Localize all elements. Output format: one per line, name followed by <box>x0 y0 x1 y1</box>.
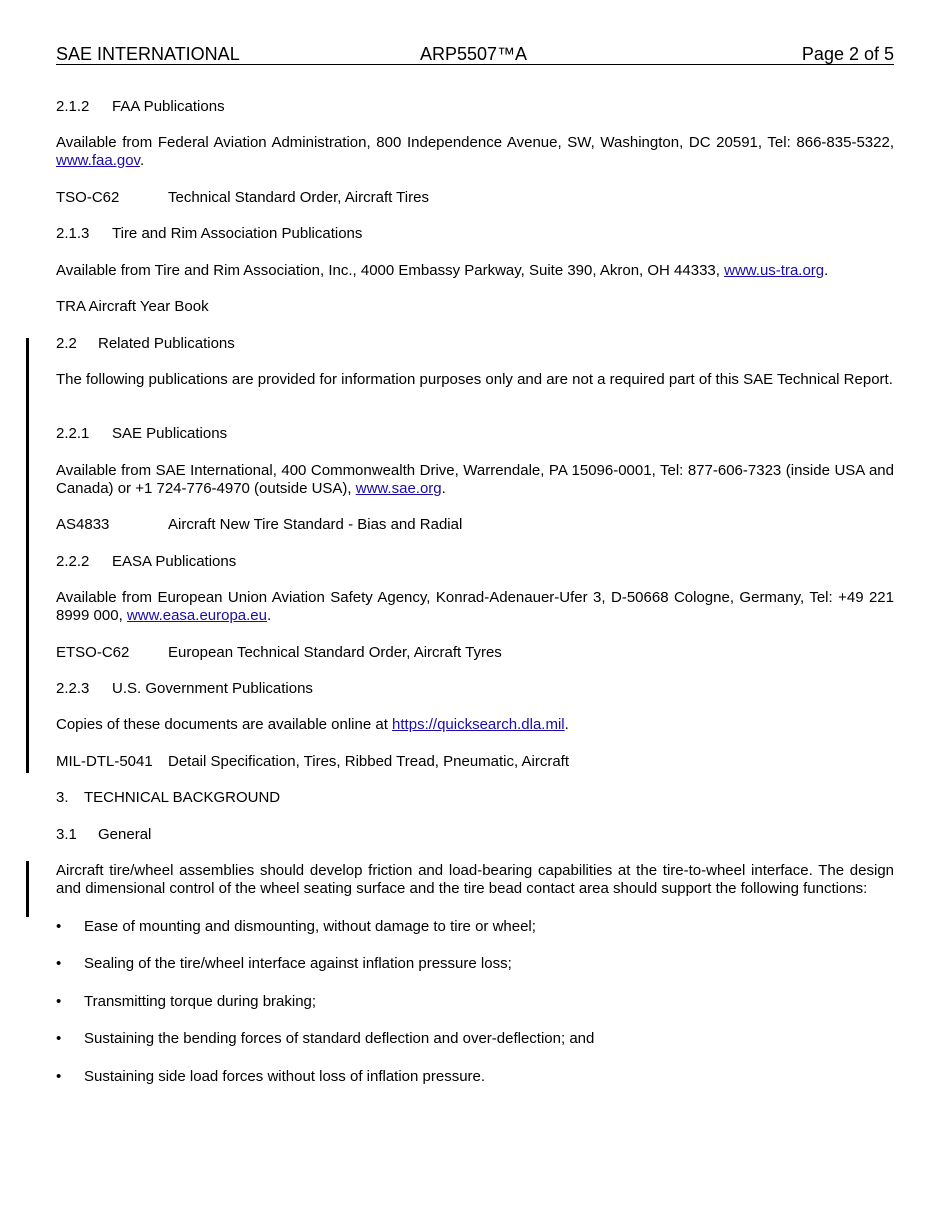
reference-id: ETSO-C62 <box>56 644 130 661</box>
paragraph-text: Available from Tire and Rim Association, Inc., 4000 Embassy Parkway, Suite 390, Akron, OH 44333, <box>56 262 725 279</box>
section-number: 2.2 <box>56 335 77 352</box>
list-item-text: Sustaining the bending forces of standard deflection and over-deflection; and <box>84 1030 595 1047</box>
section-heading <box>56 425 894 443</box>
bullet-marker: • <box>56 1068 62 1085</box>
paragraph <box>56 862 894 898</box>
faa-link[interactable]: www.faa.gov <box>56 152 140 169</box>
section-title: EASA Publications <box>112 553 237 570</box>
bullet-marker: • <box>56 955 62 972</box>
revision-change-bar <box>26 861 29 917</box>
section-number: 3. <box>56 789 69 806</box>
sae-link[interactable]: www.sae.org <box>355 480 442 497</box>
reference-title: Detail Specification, Tires, Ribbed Tread, Pneumatic, Aircraft <box>168 753 570 770</box>
paragraph: Copies of these documents are available online at https://quicksearch.dla.mil. <box>56 716 569 733</box>
section-title: SAE Publications <box>112 425 228 442</box>
header-organization: SAE INTERNATIONAL <box>56 44 240 64</box>
easa-link[interactable]: www.easa.europa.eu <box>126 607 267 624</box>
header-document-number: ARP5507™A <box>420 44 528 64</box>
paragraph: Available from Tire and Rim Association, Inc., 4000 Embassy Parkway, Suite 390, Akron, OH 44333, www.us-tra.org. <box>56 262 829 279</box>
section-number: 2.1.3 <box>56 225 90 242</box>
bullet-marker: • <box>56 993 62 1010</box>
paragraph-text: Copies of these documents are available online at <box>56 716 393 733</box>
bullet-marker: • <box>56 918 62 935</box>
section-heading <box>56 98 894 116</box>
section-heading <box>56 335 894 353</box>
section-title: FAA Publications <box>112 98 225 115</box>
reference-title: Aircraft New Tire Standard - Bias and Radial <box>168 516 463 533</box>
reference-entry <box>56 298 894 316</box>
list-item <box>56 993 894 1011</box>
list-item-text: Sustaining side load forces without loss of inflation pressure. <box>84 1068 486 1085</box>
reference-id: MIL-DTL-5041 <box>56 753 153 770</box>
paragraph-text: The following publications are provided for information purposes only and are not a required part of this SAE Technical Report. <box>56 371 893 388</box>
paragraph <box>56 371 894 389</box>
dla-quicksearch-link[interactable]: https://quicksearch.dla.mil <box>392 716 565 733</box>
revision-change-bar <box>26 338 29 773</box>
reference-entry <box>56 516 894 534</box>
section-title: Related Publications <box>98 335 235 352</box>
tra-link[interactable]: www.us-tra.org <box>724 262 825 279</box>
paragraph: Available from SAE International, 400 Commonwealth Drive, Warrendale, PA 15096-0001, Tel: 877-606-7323 (inside USA and Canada) or +1 724-776-4970 (outside USA), www.sae.org. <box>56 462 894 497</box>
section-number: 2.2.1 <box>56 425 90 442</box>
list-item-text: Ease of mounting and dismounting, without damage to tire or wheel; <box>84 918 536 935</box>
list-item <box>56 955 894 973</box>
section-heading <box>56 789 894 807</box>
section-title: General <box>98 826 152 843</box>
reference-entry <box>56 753 894 771</box>
header-page-number: Page 2 of 5 <box>801 44 894 64</box>
section-title: Tire and Rim Association Publications <box>112 225 363 242</box>
list-item <box>56 918 894 936</box>
page-header <box>56 44 894 65</box>
section-heading <box>56 225 894 243</box>
section-heading <box>56 680 894 698</box>
reference-entry <box>56 644 894 662</box>
reference-id: AS4833 <box>56 516 110 533</box>
paragraph-text: Available from SAE International, 400 Commonwealth Drive, Warrendale, PA 15096-0001, Tel: 877-606-7323 (inside USA and Canada) or +1 724-776-4970 (outside USA), <box>56 462 894 497</box>
list-item-text: Sealing of the tire/wheel interface against inflation pressure loss; <box>84 955 512 972</box>
paragraph-text: Available from Federal Aviation Administration, 800 Independence Avenue, SW, Washington, DC 20591, Tel: 866-835-5322, <box>56 134 894 151</box>
section-heading <box>56 553 894 571</box>
section-title: U.S. Government Publications <box>112 680 313 697</box>
reference-title: European Technical Standard Order, Aircraft Tyres <box>168 644 502 661</box>
section-title: TECHNICAL BACKGROUND <box>84 789 281 806</box>
section-heading <box>56 826 894 844</box>
section-number: 2.2.2 <box>56 553 90 570</box>
paragraph-text: Available from European Union Aviation Safety Agency, Konrad-Adenauer-Ufer 3, D-50668 Cologne, Germany, Tel: +49 221 8999 000, <box>56 589 894 624</box>
reference-title: Technical Standard Order, Aircraft Tires <box>168 189 429 206</box>
section-number: 3.1 <box>56 826 77 843</box>
reference-entry <box>56 189 894 207</box>
bullet-marker: • <box>56 1030 62 1047</box>
section-number: 2.1.2 <box>56 98 90 115</box>
list-item-text: Transmitting torque during braking; <box>84 993 317 1010</box>
section-number: 2.2.3 <box>56 680 90 697</box>
reference-title: TRA Aircraft Year Book <box>56 298 209 315</box>
paragraph: Available from Federal Aviation Administration, 800 Independence Avenue, SW, Washington, DC 20591, Tel: 866-835-5322, www.faa.gov. <box>56 134 894 169</box>
paragraph: Available from European Union Aviation Safety Agency, Konrad-Adenauer-Ufer 3, D-50668 Cologne, Germany, Tel: +49 221 8999 000, www.easa.europa.eu. <box>56 589 894 624</box>
paragraph-text: Aircraft tire/wheel assemblies should develop friction and load-bearing capabilities at the tire-to-wheel interface. The design and dimensional control of the wheel seating surface and the tire bead contact area should support the following functions: <box>56 862 894 897</box>
list-item <box>56 1030 894 1048</box>
reference-id: TSO-C62 <box>56 189 120 206</box>
list-item <box>56 1068 894 1086</box>
